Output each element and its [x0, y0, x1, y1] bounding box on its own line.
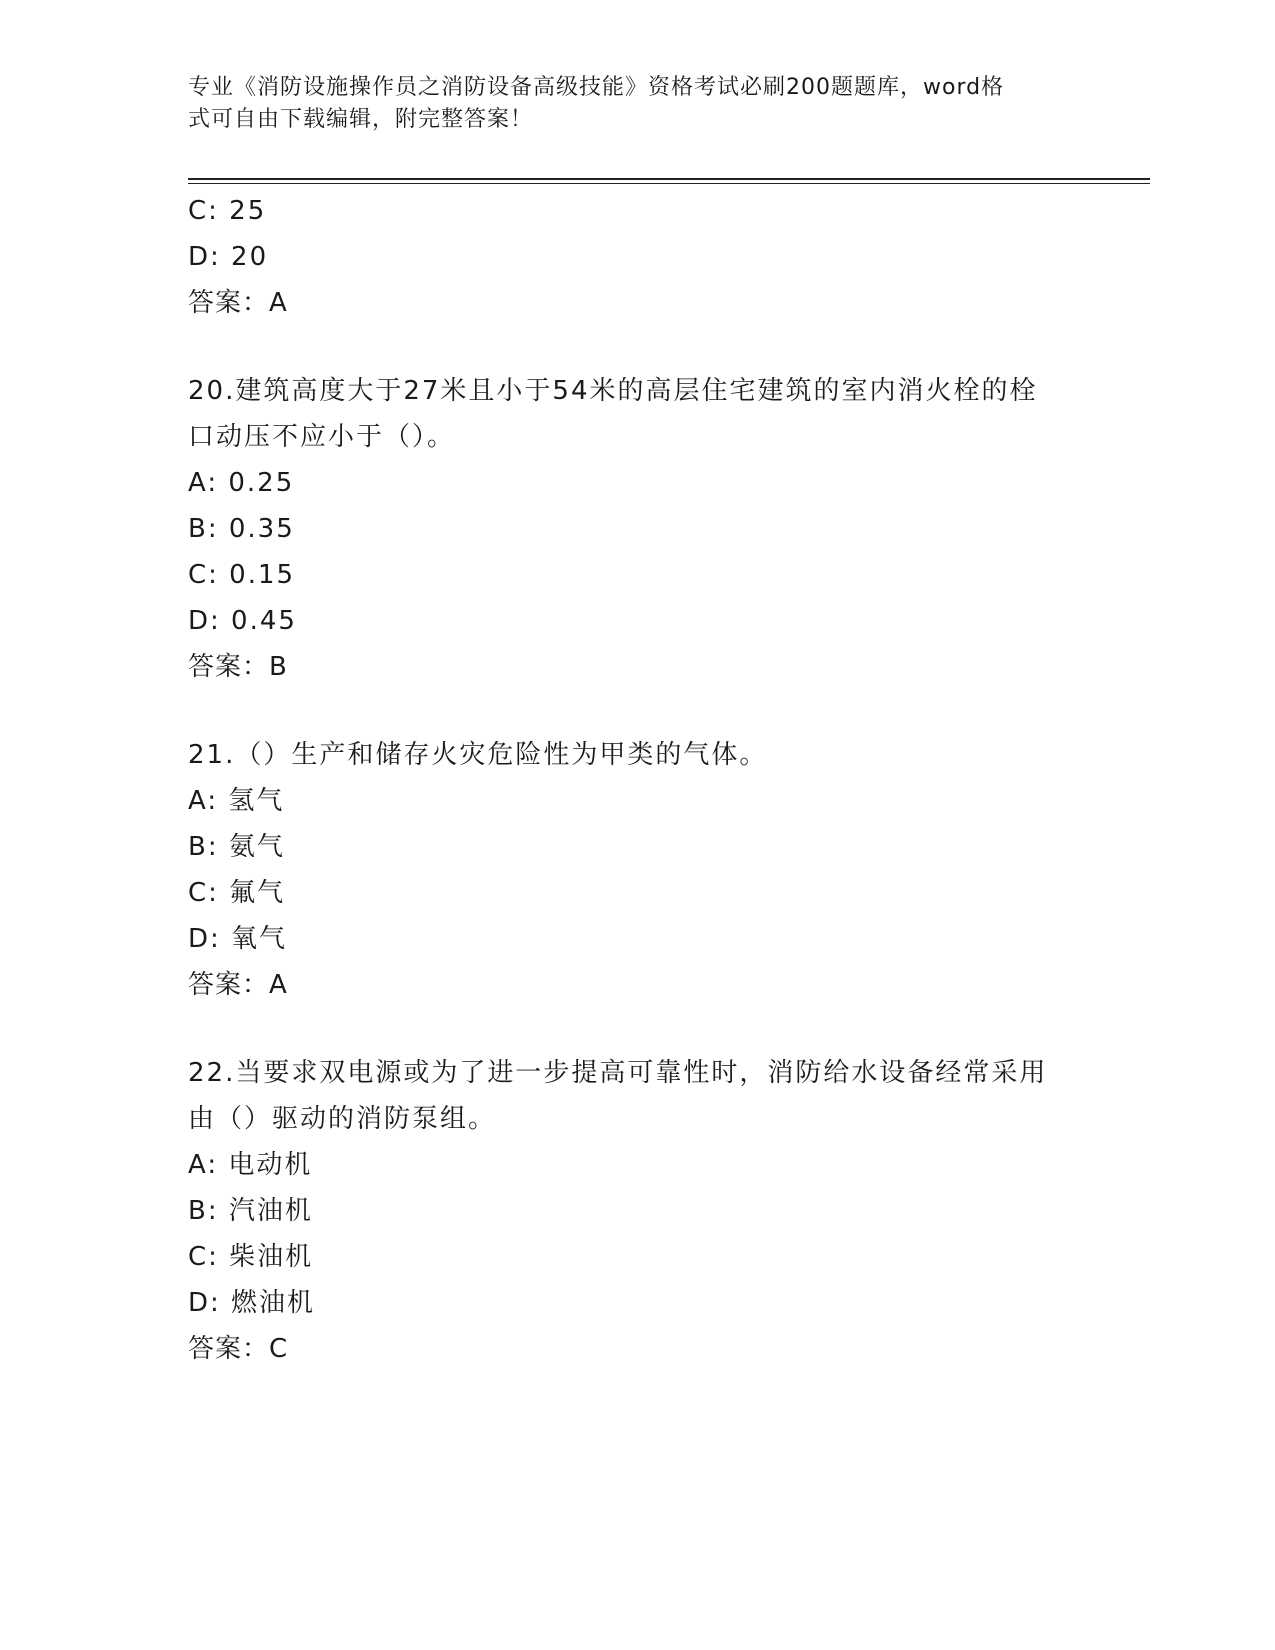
answer-label: 答案：A	[188, 288, 288, 318]
question-21	[188, 732, 1088, 1008]
answer-label: 答案：B	[188, 652, 288, 682]
option-a: A: 0.25	[188, 468, 295, 498]
option-b: B: 0.35	[188, 514, 295, 544]
option-d: D: 0.45	[188, 606, 297, 636]
question-list	[188, 188, 1088, 1372]
question-text: 20.建筑高度大于27米且小于54米的高层住宅建筑的室内消火栓的栓	[188, 376, 1038, 406]
option-c: C: 25	[188, 196, 267, 226]
option-a: A: 电动机	[188, 1150, 313, 1180]
option-d: D: 燃油机	[188, 1288, 316, 1318]
question-text-continued: 由（）驱动的消防泵组。	[188, 1104, 497, 1134]
question-text: 22.当要求双电源或为了进一步提高可靠性时，消防给水设备经常采用	[188, 1058, 1048, 1088]
question-20	[188, 368, 1088, 690]
option-d: D: 氧气	[188, 924, 288, 954]
option-c: C: 柴油机	[188, 1242, 314, 1272]
question-text: 21.（）生产和储存火灾危险性为甲类的气体。	[188, 740, 768, 770]
question-text-continued: 口动压不应小于（）。	[188, 422, 456, 452]
header-line-2: 式可自由下载编辑，附完整答案！	[188, 107, 534, 132]
answer-label: 答案：A	[188, 970, 288, 1000]
question-22	[188, 1050, 1088, 1372]
header-divider-thin	[188, 183, 1150, 184]
header-divider-thick	[188, 178, 1150, 180]
question-19-tail	[188, 188, 1088, 326]
option-c: C: 0.15	[188, 560, 296, 590]
option-d: D: 20	[188, 242, 269, 272]
answer-label: 答案：C	[188, 1334, 289, 1364]
option-b: B: 汽油机	[188, 1196, 313, 1226]
option-a: A: 氢气	[188, 786, 285, 816]
option-c: C: 氟气	[188, 878, 286, 908]
header-line-1: 专业《消防设施操作员之消防设备高级技能》资格考试必刷200题题库，word格	[188, 75, 1005, 100]
option-b: B: 氨气	[188, 832, 285, 862]
document-header	[188, 72, 1088, 136]
